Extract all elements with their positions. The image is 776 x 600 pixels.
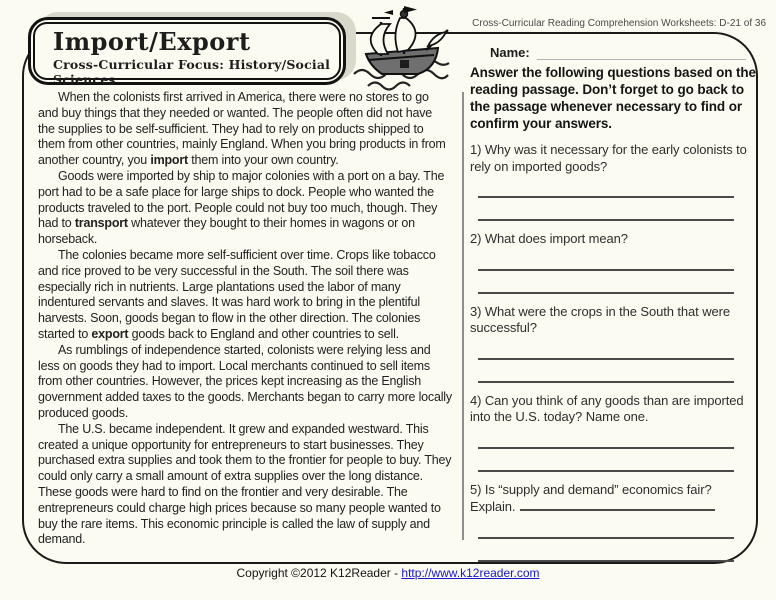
name-input-line[interactable] — [537, 46, 746, 60]
column-divider — [462, 92, 464, 540]
passage-paragraph — [38, 343, 452, 422]
question-text: 5) Is “supply and demand” economics fair? Explain. — [470, 481, 712, 514]
question — [470, 231, 760, 294]
question — [470, 142, 760, 221]
answer-line[interactable] — [520, 498, 715, 511]
question-text — [470, 482, 760, 516]
passage-paragraph — [38, 90, 452, 169]
vocabulary-word: import — [150, 153, 188, 168]
title-box — [28, 17, 346, 85]
question-text: 3) What were the crops in the South that were successful? — [470, 303, 730, 335]
question — [470, 482, 760, 562]
questions-list — [470, 142, 760, 562]
passage-paragraph — [38, 422, 452, 548]
vocabulary-word: export — [91, 326, 129, 341]
question-text: 4) Can you think of any goods than are imported into the U.S. today? Name one. — [470, 392, 744, 424]
passage-text: goods back to England and other countries to sell. — [128, 326, 399, 341]
question — [470, 304, 760, 383]
passage-text: The U.S. became independent. It grew and expanded westward. This created a unique opportunity for entrepreneurs to start businesses. They purchased extra supplies and took them to the frontier for people to buy. They could only carry a small amount of extra supplies over the long distance. These goods were hard to find on the frontier and very desirable. The entrepreneurs could charge high prices because so many people wanted to buy the rare items. This economic principle is called the law of supply and demand. — [38, 421, 452, 547]
passage-paragraph — [38, 248, 452, 343]
question-text: 1) Why was it necessary for the early colonists to rely on imported goods? — [470, 142, 747, 174]
reading-passage — [38, 90, 452, 548]
footer — [0, 566, 776, 580]
passage-text: whatever they bought to their homes in wagons or on horseback. — [38, 216, 415, 247]
page-subtitle: Cross-Curricular Focus: History/Social Sciences — [53, 57, 331, 87]
question — [470, 393, 760, 472]
questions-column — [470, 42, 760, 562]
page-title: Import/Export — [53, 27, 251, 56]
name-label: Name: — [490, 45, 530, 60]
answer-line[interactable] — [478, 447, 734, 449]
answer-line[interactable] — [478, 560, 734, 562]
k12reader-link[interactable]: http://www.k12reader.com — [401, 566, 540, 580]
answer-line[interactable] — [478, 358, 734, 360]
answer-line[interactable] — [478, 381, 734, 383]
passage-text: When the colonists first arrived in America, there were no stores to go and buy things that they needed or wanted. The people often did not have the supplies to be self-sufficient. They had to rely on products shipped to them from other countries, mainly England. When you bring products in from another country, you — [38, 90, 446, 168]
instructions-text: Answer the following questions based on the reading passage. Don’t forget to go back to the passage whenever necessary to find or confirm your answers. — [470, 65, 756, 131]
passage-paragraph — [38, 169, 452, 248]
passage-text: them into your own country. — [188, 153, 339, 168]
worksheet-series-header: Cross-Curricular Reading Comprehension Worksheets: D-21 of 36 — [472, 18, 766, 29]
answer-line[interactable] — [478, 537, 734, 539]
passage-text: Goods were imported by ship to major colonies with a port on a bay. The port had to be a safe place for large ships to dock. People who wanted the products traveled to the port. People could not buy too much, though. They had to — [38, 168, 445, 231]
answer-line[interactable] — [478, 196, 734, 198]
answer-line[interactable] — [478, 292, 734, 294]
passage-text: As rumblings of independence started, colonists were relying less and less on goods they had to import. Local merchants continued to sell items from other countries. However, the prices kept increasing as the English government added taxes to the goods. Merchants began to carry more locally produced goods. — [38, 342, 452, 420]
question-text: 2) What does import mean? — [470, 231, 628, 246]
answer-line[interactable] — [478, 470, 734, 472]
sailing-ship-icon — [348, 2, 454, 92]
passage-text: The colonies became more self-sufficient over time. Crops like tobacco and rice proved to be very successful in the South. The soil there was especially rich in nutrients. Large plantations used the labor of many indentured servants and slaves. It was hard work to bring in the plentiful harvests. Soon, goods began to flow in the other direction. The colonies started to — [38, 247, 436, 341]
vocabulary-word: transport — [74, 216, 128, 231]
copyright-text: Copyright ©2012 K12Reader - — [236, 566, 402, 580]
answer-line[interactable] — [478, 219, 734, 221]
title-box-inner — [33, 22, 341, 87]
name-row — [470, 42, 760, 60]
answer-line[interactable] — [478, 269, 734, 271]
